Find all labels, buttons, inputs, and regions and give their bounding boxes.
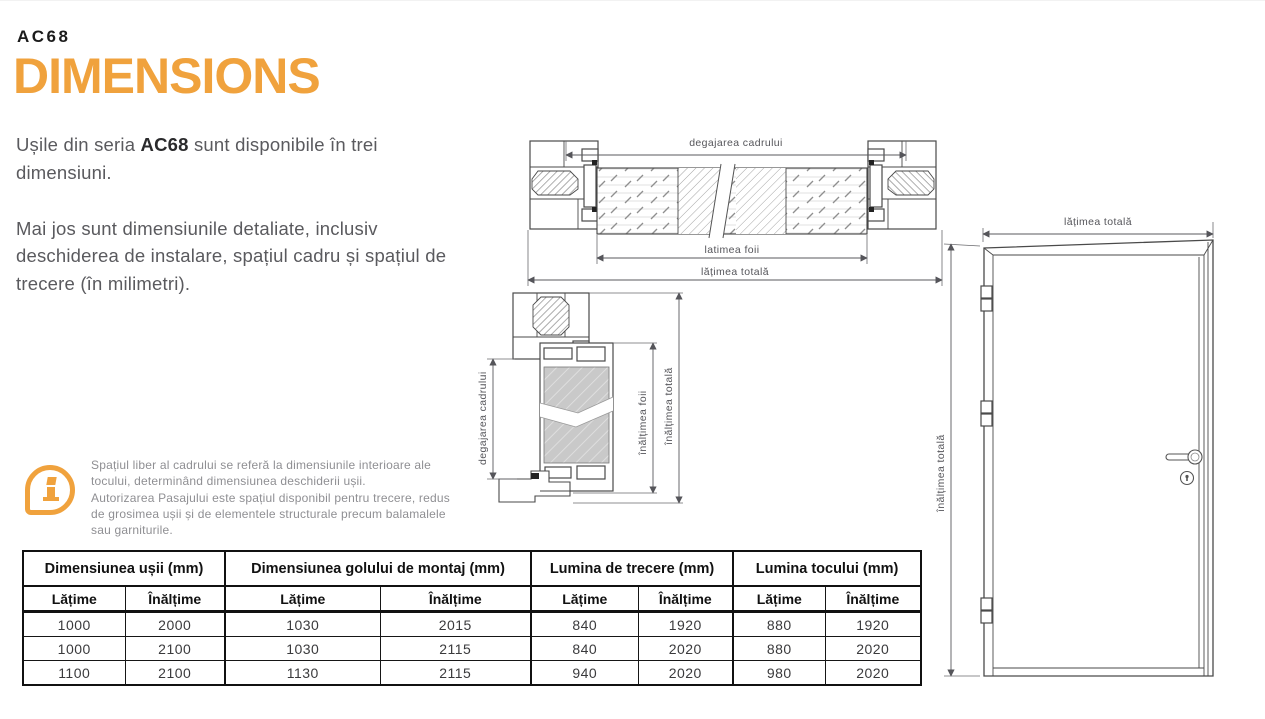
intro-p1-series: AC68 [140,134,189,155]
cell: 2015 [380,612,531,637]
table-row [23,612,921,637]
cell: 2020 [825,637,921,661]
dimension-elevation-height [935,244,980,676]
info-icon-base [43,497,59,501]
hinge-bottom [981,598,992,623]
hinge-middle [981,401,992,426]
cell: 2115 [380,661,531,686]
hinge-top [981,286,992,311]
cell: 2020 [638,661,733,686]
cell: 2100 [125,661,225,686]
cell: 1000 [23,612,125,637]
cell: 2100 [125,637,225,661]
table-subheader-row [23,586,921,612]
frame-profile-left [530,141,598,229]
cell: 1000 [23,637,125,661]
intro-paragraph-1 [16,131,471,187]
cell: 840 [531,637,638,661]
cell: 1030 [225,637,380,661]
group-header-clear-passage: Lumina de trecere (mm) [531,551,733,586]
col-header: Lățime [531,586,638,612]
cell: 880 [733,612,825,637]
cell: 1920 [825,612,921,637]
group-header-door-size: Dimensiunea ușii (mm) [23,551,225,586]
col-header: Înălțime [825,586,921,612]
series-label: AC68 [17,27,71,46]
door-leaf-section [597,164,867,238]
info-note-line-1: Spațiul liber al cadrului se referă la dimensiunile interioare ale tocului, determinând dimensiunea deschiderii ușii. [91,458,432,489]
col-header: Înălțime [125,586,225,612]
frame-profile-right [868,141,936,229]
cell: 1030 [225,612,380,637]
info-note-line-2: Autorizarea Pasajului este spațiul disponibil pentru trecere, redus de grosimea ușii și de elementele structurale precum balamalele sau garniturile. [91,490,450,538]
col-header: Lățime [733,586,825,612]
seal-detail [592,207,597,212]
door-vertical-section-drawing [473,285,708,510]
intro-p1-before: Ușile din seria [16,134,141,155]
seal-detail [531,473,539,479]
dimensions-table [22,550,922,686]
cell: 1920 [638,612,733,637]
thermal-break-hatch [532,171,578,195]
col-header: Lățime [23,586,125,612]
dim-label: latimea foii [704,244,760,256]
col-header: Înălțime [380,586,531,612]
table-group-header-row [23,551,921,586]
cell: 880 [733,637,825,661]
dim-label: înălțimea totală [663,367,675,445]
cell: 1100 [23,661,125,686]
dimension-leaf-width [597,235,867,264]
intro-p1-after: sunt disponibile în trei dimensiuni. [16,134,378,183]
cell: 840 [531,612,638,637]
cell: 940 [531,661,638,686]
dimension-frame-clearance [566,137,906,161]
seal-detail [592,160,597,165]
door-leaf-vertical [540,343,613,491]
intro-paragraph-2: Mai jos sunt dimensiunile detaliate, inclusiv deschiderea de instalare, spațiul cadru și spațiul de trecere (în milimetri). [16,217,447,294]
group-header-installation-opening: Dimensiunea golului de montaj (mm) [225,551,531,586]
page-title: DIMENSIONS [13,48,320,104]
table-row [23,637,921,661]
info-icon-dot [46,477,56,485]
dimension-frame-clearance-v [477,359,517,479]
intro-text [16,131,471,326]
cell: 2115 [380,637,531,661]
col-header: Lățime [225,586,380,612]
cell: 2000 [125,612,225,637]
cell: 2020 [825,661,921,686]
group-header-frame-light: Lumina tocului (mm) [733,551,921,586]
dim-label: înălțimea totală [935,434,947,512]
dim-label: degajarea cadrului [477,371,489,465]
cell: 980 [733,661,825,686]
leaf-hatch-zone [736,168,786,234]
col-header: Înălțime [638,586,733,612]
lock-cylinder [1181,472,1194,485]
dimension-elevation-width [983,216,1213,242]
thermal-break-hatch [533,297,569,335]
dim-label: degajarea cadrului [689,137,783,149]
door-horizontal-section-drawing [518,125,948,287]
dim-label: lățimea totală [700,266,770,278]
cell: 1130 [225,661,380,686]
info-icon [25,465,75,515]
table-row [23,661,921,686]
info-note [25,457,453,539]
dim-label: înălțimea foii [637,390,649,455]
cell: 2020 [638,637,733,661]
dim-label: lățimea totală [1063,216,1133,228]
door-elevation-drawing [930,204,1265,689]
info-note-text [91,457,453,539]
